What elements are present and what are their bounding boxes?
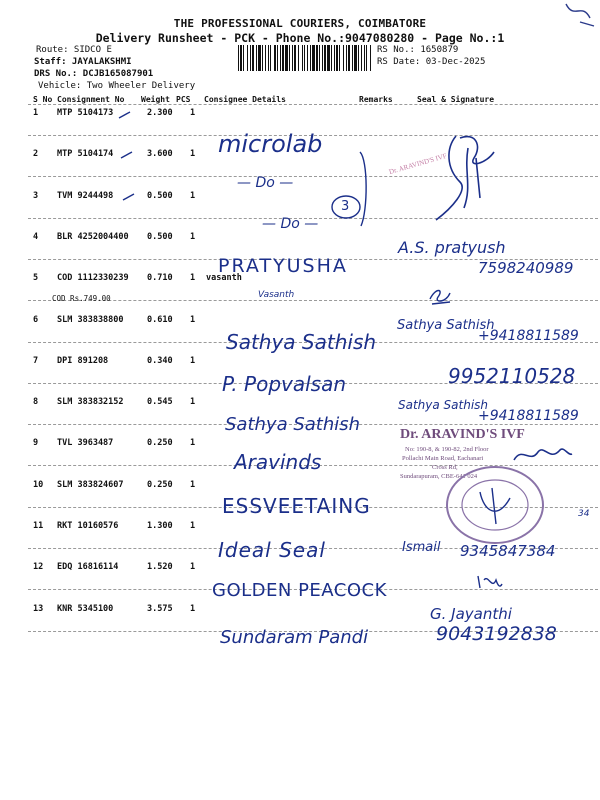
barcode-bar [256,45,257,71]
row-consignment-number: RKT 10160576 [57,521,119,531]
row-consignee: vasanth [206,273,242,283]
cod-amount-note: COD Rs.749.00 [52,294,111,303]
row-weight: 0.500 [147,191,173,201]
barcode-bar [294,45,296,71]
handwritten-pratyusha: PRATYUSHA [218,255,348,277]
row-consignment-number: MTP 5104173 [57,108,114,118]
barcode-bar [343,45,344,71]
barcode-bar [285,45,288,71]
row-sno: 12 [33,562,44,572]
handwritten-ideal-seal: Ideal Seal [218,538,326,562]
barcode-bar [298,45,299,71]
barcode-bar [238,45,239,71]
barcode-bar [316,45,318,71]
barcode-bar [252,45,254,71]
handwritten-popvalsan: P. Popvalsan [222,372,347,396]
barcode-bar [361,45,362,71]
barcode-bar [289,45,290,71]
row-sno: 11 [33,521,44,531]
barcode-bar [354,45,357,71]
barcode-bar [331,45,332,71]
row-sno: 4 [33,232,39,242]
column-header-pcs: PCS [176,95,191,104]
handwritten-phone-row8: +9418811589 [478,408,579,424]
handwritten-aravinds: Aravinds [234,450,322,474]
drs-number: DCJB165087901 [82,69,154,79]
rs-date: RS Date: 03-Dec-2025 [377,57,486,67]
vehicle-label: Vehicle: Two Wheeler Delivery [38,81,196,91]
barcode-bar [282,45,284,71]
row-sno: 3 [33,191,39,201]
handwritten-ditto-2: — Do — [262,216,319,232]
row-weight: 0.250 [147,438,173,448]
route-label: Route: SIDCO E [36,45,112,55]
column-header-weight: Weight [141,95,170,104]
barcode-bar [280,45,281,71]
row-pcs: 1 [190,273,196,283]
tick-row2-icon [120,150,134,160]
runsheet-subtitle: Delivery Runsheet - PCK - Phone No.:9047080280 - Page No.:1 [95,31,505,45]
signature-row1-2 [416,128,506,228]
row-weight: 3.575 [147,604,173,614]
barcode-bar [358,45,359,71]
handwritten-essveetaing: ESSVEETAING [222,494,371,518]
row-pcs: 1 [190,521,196,531]
barcode-bar [247,45,248,71]
barcode-bar [265,45,266,71]
table-row-divider [28,176,598,177]
signature-mark-row5 [426,285,454,307]
barcode-bar [339,45,340,71]
barcode-bar [277,45,278,71]
row-weight: 0.250 [147,480,173,490]
signature-pratyusha: A.S. pratyush [398,238,506,257]
row-sno: 13 [33,604,44,614]
row-pcs: 1 [190,149,196,159]
barcode-bar [268,45,269,71]
row-pcs: 1 [190,480,196,490]
barcode-bar [304,45,305,71]
row-pcs: 1 [190,438,196,448]
row-pcs: 1 [190,397,196,407]
company-title: THE PROFESSIONAL COURIERS, COIMBATORE [173,17,427,30]
handwritten-sundaram-pandi: Sundaram Pandi [220,627,369,648]
barcode-bar [334,45,335,71]
barcode-bar [352,45,353,71]
handwritten-circled-count: 3 [341,199,350,214]
barcode-bar [312,45,315,71]
row-weight: 1.300 [147,521,173,531]
barcode-bar [346,45,347,71]
table-row-divider [28,300,598,301]
handwritten-phone-row6: +9418811589 [478,328,579,344]
barcode-bar [307,45,308,71]
column-header-remarks: Remarks [359,95,393,104]
barcode-bar [243,45,244,71]
barcode-bar [370,45,371,71]
column-header-sno: S No [33,95,53,104]
row-weight: 3.600 [147,149,173,159]
handwritten-sathya-sathish-2: Sathya Sathish [225,414,361,435]
margin-mark: 34 [578,509,590,519]
row-consignment-number: TVM 9244498 [57,191,114,201]
table-header-divider [28,104,598,105]
stamp-address-line4: Sundarapuram, CBE-641 024 [400,473,478,480]
row-sno: 10 [33,480,44,490]
row-sno: 2 [33,149,39,159]
row-sno: 5 [33,273,39,283]
row-sno: 7 [33,356,39,366]
row-pcs: 1 [190,604,196,614]
barcode-bar [270,45,271,71]
handwritten-consignee-microlab: microlab [218,130,323,158]
row-weight: 1.520 [147,562,173,572]
barcode-image [238,45,371,71]
row-weight: 0.500 [147,232,173,242]
barcode-bar [310,45,311,71]
staff-label: Staff: JAYALAKSHMI [34,57,132,67]
row-consignment-number: KNR 5345100 [57,604,114,614]
row-consignment-number: COD 1112330239 [57,273,129,283]
barcode-bar [322,45,323,71]
row-weight: 0.545 [147,397,173,407]
barcode-bar [262,45,263,71]
bracket-mark-icon [358,150,374,230]
handwritten-phone-row7: 9952110528 [448,364,576,388]
tick-row3-icon [122,192,136,202]
drs-number-row [34,69,153,79]
row-sno: 9 [33,438,39,448]
signature-vasanth: Vasanth [258,290,295,300]
row-weight: 0.610 [147,315,173,325]
stamp-address-line3: Cross Rd, [432,464,458,471]
handwritten-phone-row12: 9345847384 [460,542,556,560]
row-pcs: 1 [190,315,196,325]
stamp-address-line2: Pollachi Main Road, Eachanari [402,455,484,462]
row-sno: 6 [33,315,39,325]
stamp-address-line1: No: 190-8, & 190-82, 2nd Floor [405,446,489,453]
round-seal-icon [440,460,550,550]
row-pcs: 1 [190,356,196,366]
barcode-bar [364,45,365,71]
barcode-bar [258,45,261,71]
handwritten-phone-row4: 7598240989 [478,259,574,277]
rs-number: RS No.: 1650879 [377,45,459,55]
stamp-clinic-name: Dr. ARAVIND'S IVF [400,427,525,442]
row-consignment-number: EDQ 16816114 [57,562,119,572]
row-pcs: 1 [190,562,196,572]
barcode-bar [324,45,326,71]
row-consignment-number: MTP 5104174 [57,149,114,159]
signature-ismail: Ismail [402,540,441,555]
row-weight: 0.710 [147,273,173,283]
column-header-consignment: Consignment No [57,95,125,104]
column-header-seal-signature: Seal & Signature [417,95,495,104]
handwritten-phone-row13: 9043192838 [436,623,557,645]
signature-jayanthi: G. Jayanthi [430,605,512,623]
barcode-bar [348,45,350,71]
drs-label: DRS No.: [34,69,78,79]
barcode-bar [274,45,276,71]
barcode-bar [319,45,320,71]
column-header-consignee: Consignee Details [204,95,286,104]
row-consignment-number: BLR 4252004400 [57,232,129,242]
tick-row1-icon [118,110,132,120]
signature-row8: Sathya Sathish [398,398,489,412]
barcode-bar [302,45,303,71]
row-weight: 2.300 [147,108,173,118]
row-sno: 8 [33,397,39,407]
faint-stamp-text: Dr. ARAVIND'S IVF [388,151,448,177]
barcode-bar [250,45,251,71]
row-consignment-number: SLM 383824607 [57,480,124,490]
barcode-bar [240,45,242,71]
barcode-bar [292,45,293,71]
signature-row9 [510,438,574,470]
row-pcs: 1 [190,108,196,118]
signature-row6: Sathya Sathish [397,318,495,333]
row-pcs: 1 [190,191,196,201]
barcode-bar [366,45,367,71]
handwritten-sathya-sathish-1: Sathya Sathish [226,330,377,354]
row-pcs: 1 [190,232,196,242]
barcode-bar [336,45,338,71]
signature-mark-row12 [474,572,504,596]
row-consignment-number: DPI 891208 [57,356,109,366]
handwritten-ditto-1: — Do — [237,175,294,191]
row-consignment-number: SLM 383838800 [57,315,124,325]
row-consignment-number: SLM 383832152 [57,397,124,407]
handwritten-golden-peacock: GOLDEN PEACOCK [212,580,387,601]
row-weight: 0.340 [147,356,173,366]
barcode-bar [327,45,330,71]
corner-scribble [560,0,600,30]
row-sno: 1 [33,108,39,118]
row-consignment-number: TVL 3963487 [57,438,114,448]
